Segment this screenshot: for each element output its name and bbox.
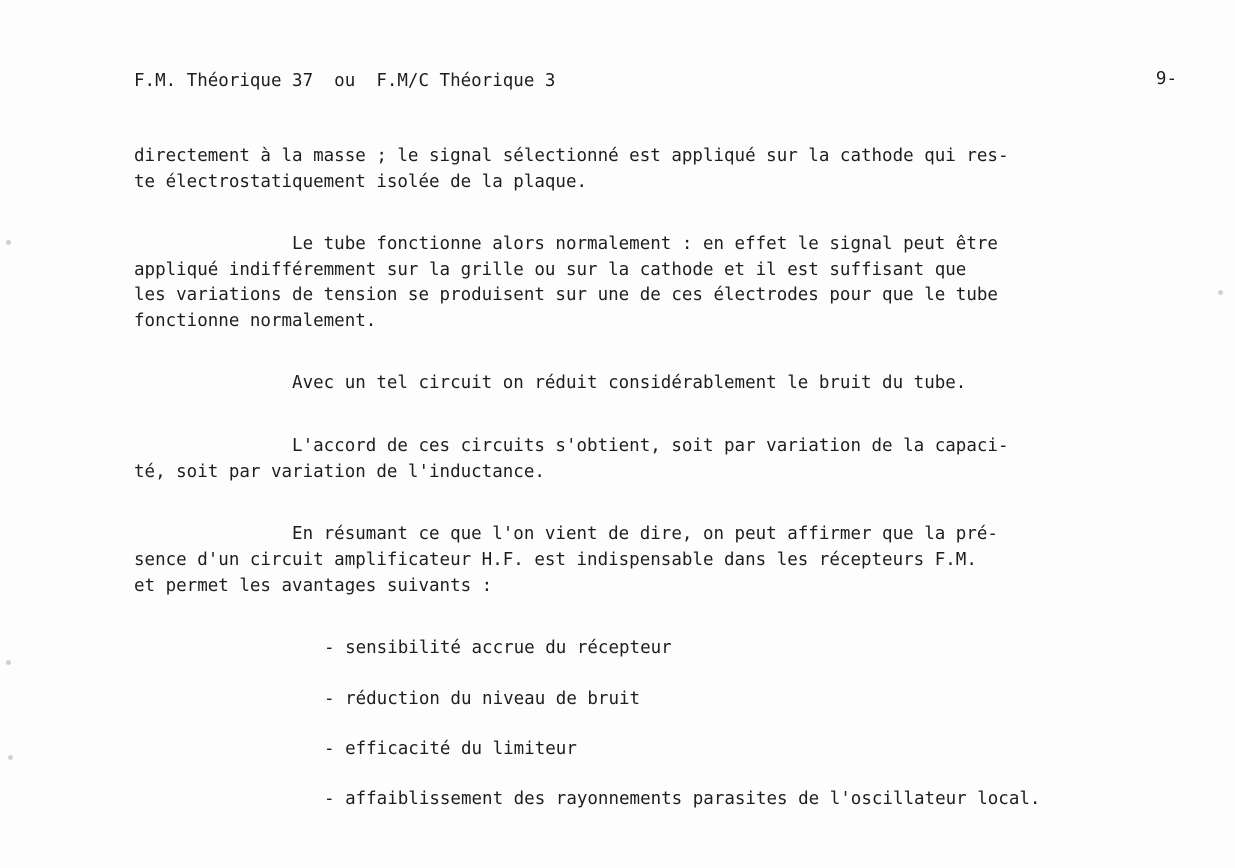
- paragraph-5-line-3: et permet les avantages suivants :: [134, 576, 493, 596]
- paragraph-2-line-4: fonctionne normalement.: [134, 311, 377, 331]
- advantage-item-3: - efficacité du limiteur: [324, 739, 577, 759]
- paragraph-4-line-2: té, soit par variation de l'inductance.: [134, 462, 545, 482]
- advantage-item-1: - sensibilité accrue du récepteur: [324, 638, 672, 658]
- advantage-item-4: - affaiblissement des rayonnements parasites de l'oscillateur local.: [324, 789, 1041, 809]
- paragraph-4-line-1: L'accord de ces circuits s'obtient, soit par variation de la capaci-: [134, 436, 1009, 456]
- page-number: 9-: [1155, 69, 1177, 89]
- page-header-title: F.M. Théorique 37 ou F.M/C Théorique 3: [134, 71, 556, 91]
- paragraph-2-line-2: appliqué indifféremment sur la grille ou sur la cathode et il est suffisant que: [134, 260, 967, 280]
- paragraph-3-line-1: Avec un tel circuit on réduit considérablement le bruit du tube.: [134, 373, 967, 393]
- paragraph-1-line-2: te électrostatiquement isolée de la plaque.: [134, 172, 588, 192]
- paragraph-2-line-1: Le tube fonctionne alors normalement : en effet le signal peut être: [134, 234, 998, 254]
- paragraph-5-line-1: En résumant ce que l'on vient de dire, on peut affirmer que la pré-: [134, 524, 998, 544]
- paragraph-5-line-2: sence d'un circuit amplificateur H.F. est indispensable dans les récepteurs F.M.: [134, 550, 977, 570]
- advantage-item-2: - réduction du niveau de bruit: [324, 689, 641, 709]
- paragraph-2-line-3: les variations de tension se produisent sur une de ces électrodes pour que le tube: [134, 285, 998, 305]
- paragraph-1-line-1: directement à la masse ; le signal sélectionné est appliqué sur la cathode qui res-: [134, 146, 1009, 166]
